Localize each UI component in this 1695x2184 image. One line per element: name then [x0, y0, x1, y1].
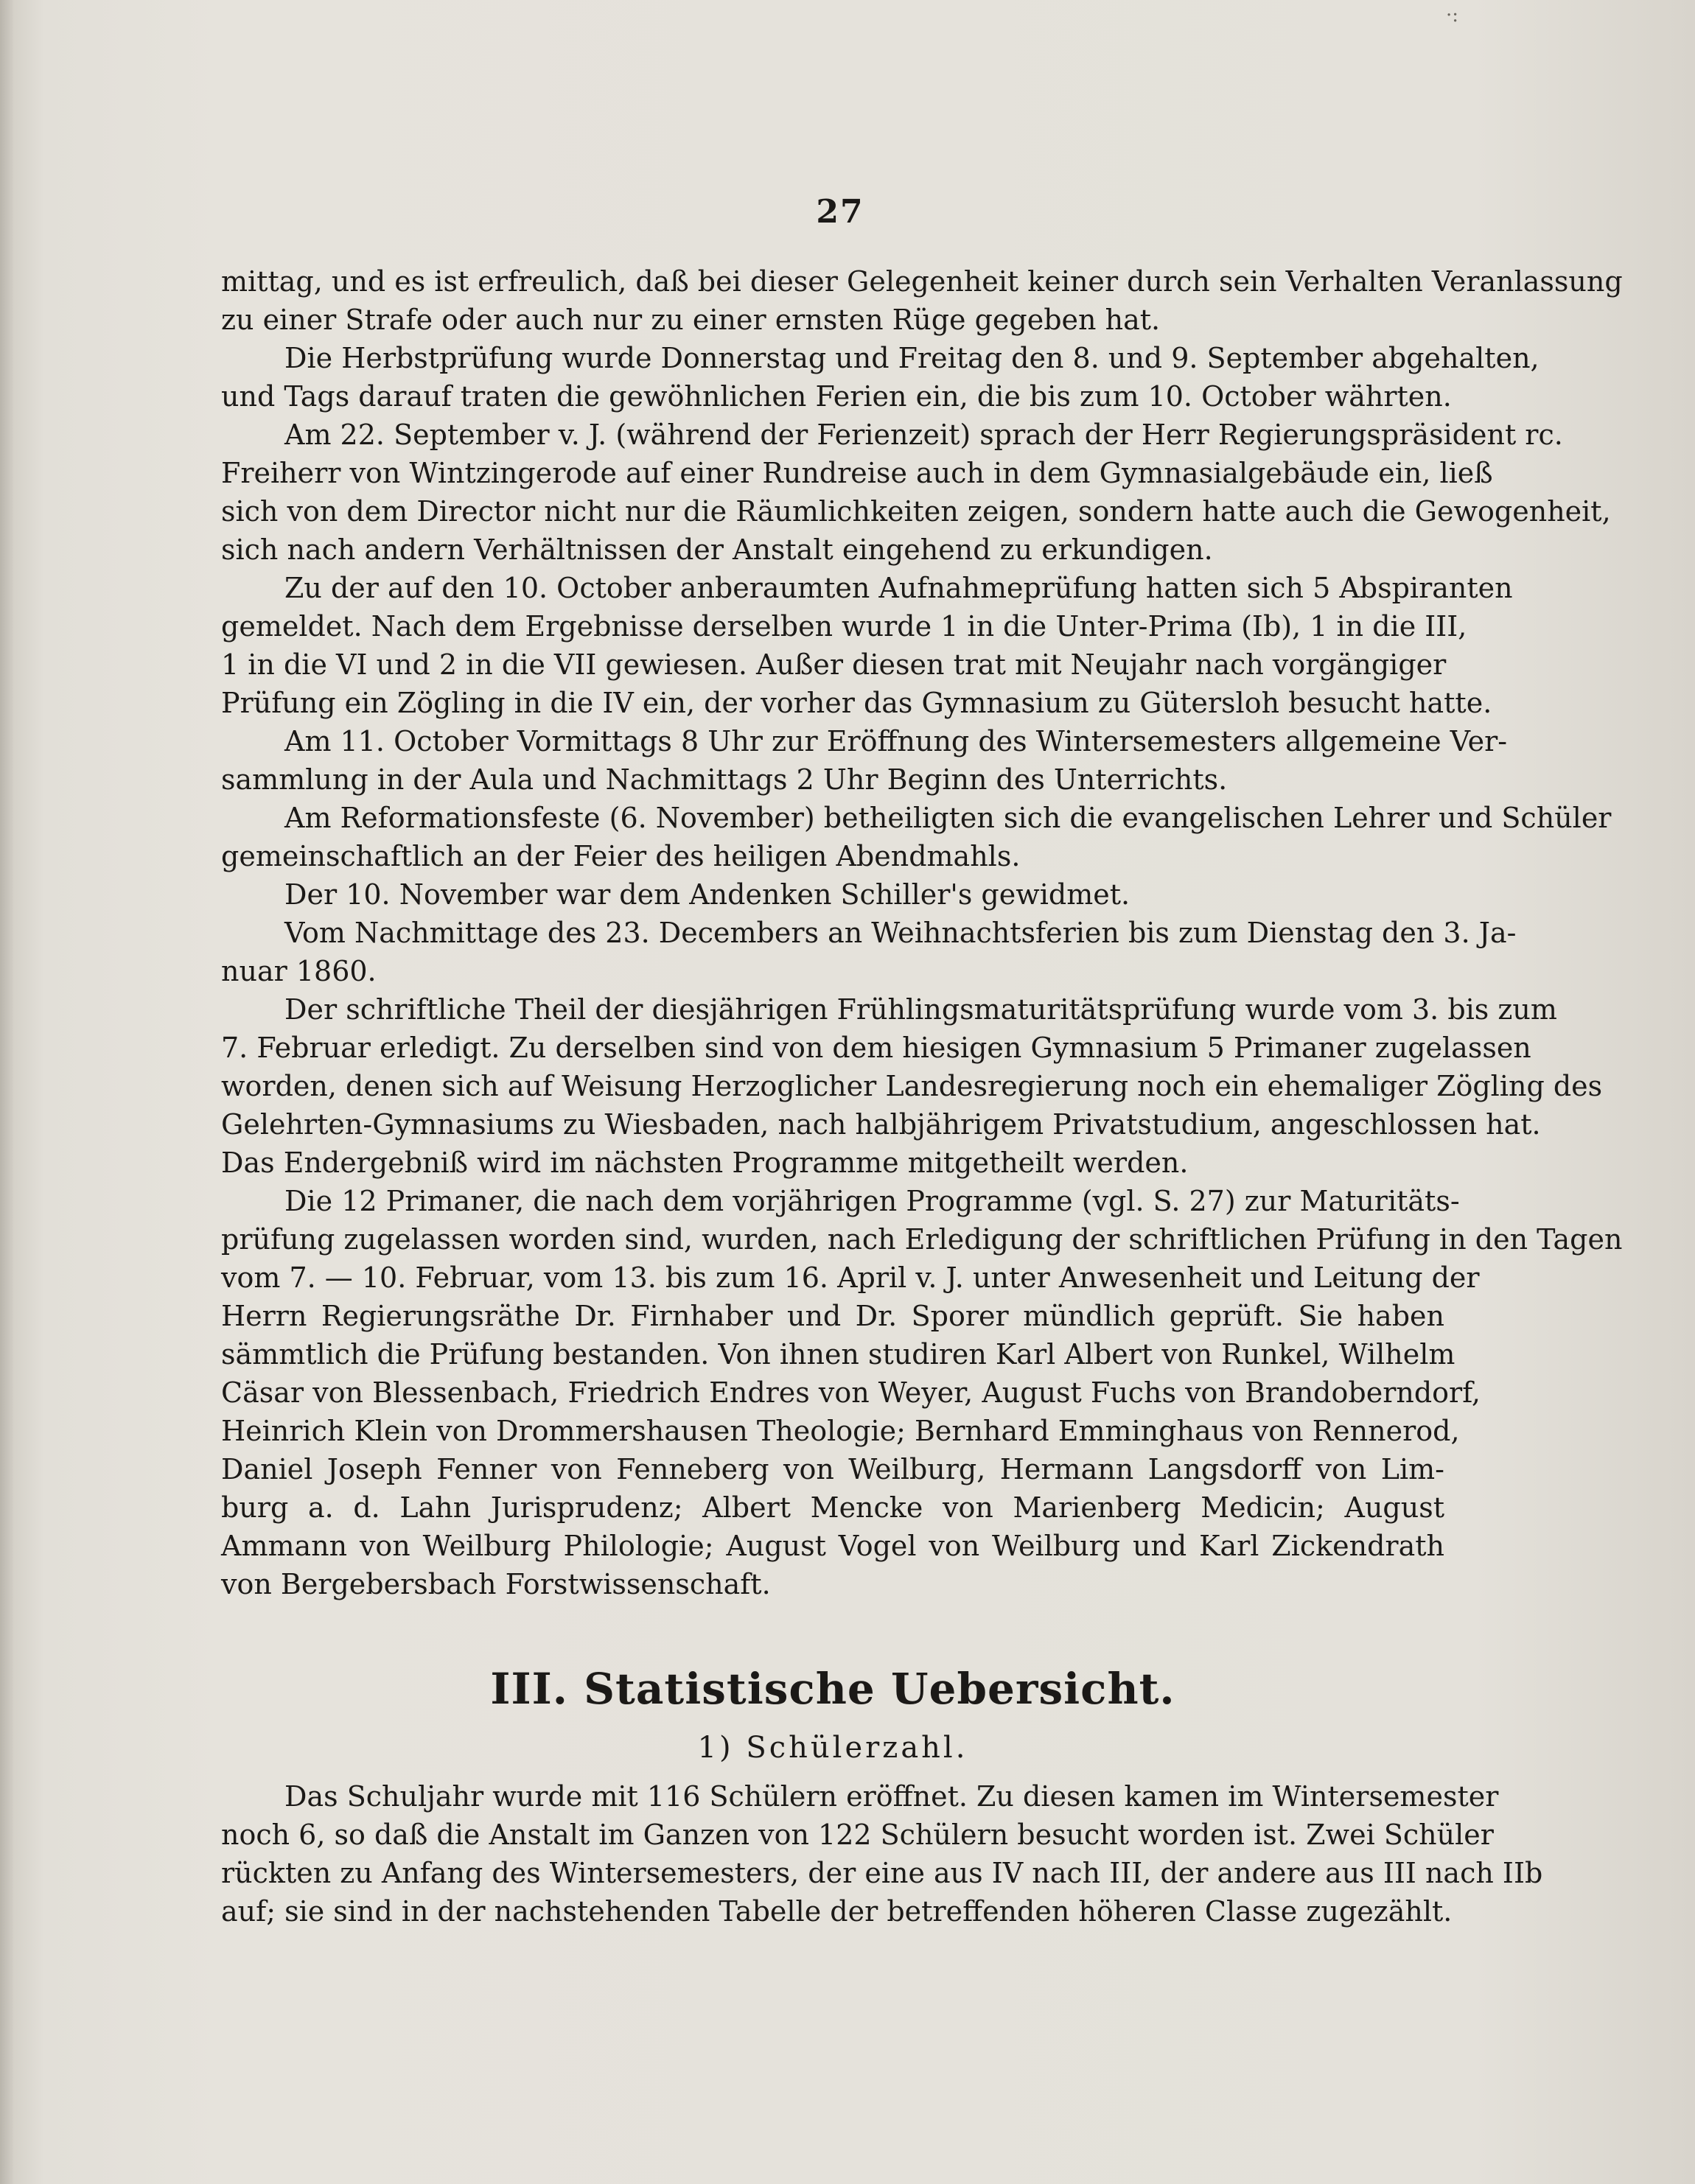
text-line: Daniel Joseph Fenner von Fenneberg von Weilburg, Hermann Langsdorff von Lim- [221, 1453, 1444, 1485]
section-body-text [221, 1777, 1543, 1931]
text-line: von Bergebersbach Forstwissenschaft. [221, 1568, 771, 1600]
text-line: Gelehrten-Gymnasiums zu Wiesbaden, nach halbjährigem Privatstudium, angeschlossen hat. [221, 1108, 1541, 1141]
text-line: Prüfung ein Zögling in die IV ein, der vorher das Gymnasium zu Gütersloh besucht hatte. [221, 687, 1492, 719]
body-text [221, 262, 1623, 1603]
text-line: Der schriftliche Theil der diesjährigen Frühlingsmaturitätsprüfung wurde vom 3. bis zum [284, 993, 1557, 1026]
text-line: nuar 1860. [221, 955, 377, 987]
text-line: Zu der auf den 10. October anberaumten Aufnahmeprüfung hatten sich 5 Abspiranten [284, 572, 1513, 604]
text-line: Der 10. November war dem Andenken Schiller's gewidmet. [284, 878, 1130, 911]
text-line: mittag, und es ist erfreulich, daß bei dieser Gelegenheit keiner durch sein Verhalten Veranlassung [221, 265, 1623, 298]
text-line: 1 in die VI und 2 in die VII gewiesen. Außer diesen trat mit Neujahr nach vorgängiger [221, 648, 1447, 681]
text-line: vom 7. — 10. Februar, vom 13. bis zum 16. April v. J. unter Anwesenheit und Leitung der [221, 1261, 1480, 1294]
text-line: Das Endergebniß wird im nächsten Programme mitgetheilt werden. [221, 1147, 1189, 1179]
text-line: Heinrich Klein von Drommershausen Theologie; Bernhard Emminghaus von Rennerod, [221, 1415, 1460, 1447]
text-line: Ammann von Weilburg Philologie; August Vogel von Weilburg und Karl Zickendrath [221, 1530, 1444, 1562]
text-line: Am Reformationsfeste (6. November) betheiligten sich die evangelischen Lehrer und Schüler [284, 802, 1612, 834]
corner-mark: ·: [1446, 4, 1459, 27]
text-line: Vom Nachmittage des 23. Decembers an Weihnachtsferien bis zum Dienstag den 3. Ja- [284, 917, 1517, 949]
text-line: Herrn Regierungsräthe Dr. Firnhaber und Dr. Sporer mündlich geprüft. Sie haben [221, 1300, 1444, 1332]
section-title: III. Statistische Uebersicht. [490, 1664, 1175, 1714]
text-line: auf; sie sind in der nachstehenden Tabelle der betreffenden höheren Classe zugezählt. [221, 1895, 1453, 1928]
text-line: Die 12 Primaner, die nach dem vorjährigen Programme (vgl. S. 27) zur Maturitäts- [284, 1185, 1460, 1217]
text-line: noch 6, so daß die Anstalt im Ganzen von 122 Schülern besucht worden ist. Zwei Schüler [221, 1819, 1494, 1851]
text-line: sammlung in der Aula und Nachmittags 2 Uhr Beginn des Unterrichts. [221, 763, 1228, 796]
text-line: sich von dem Director nicht nur die Räumlichkeiten zeigen, sondern hatte auch die Gewogenheit, [221, 495, 1611, 528]
text-line: burg a. d. Lahn Jurisprudenz; Albert Mencke von Marienberg Medicin; August [221, 1491, 1444, 1524]
text-line: Die Herbstprüfung wurde Donnerstag und Freitag den 8. und 9. September abgehalten, [284, 342, 1540, 374]
text-line: prüfung zugelassen worden sind, wurden, nach Erledigung der schriftlichen Prüfung in den Tagen [221, 1223, 1623, 1256]
subsection-title: 1) Schülerzahl. [697, 1731, 968, 1765]
text-line: Am 11. October Vormittags 8 Uhr zur Eröffnung des Wintersemesters allgemeine Ver- [284, 725, 1508, 757]
text-line: Cäsar von Blessenbach, Friedrich Endres von Weyer, August Fuchs von Brandoberndorf, [221, 1376, 1481, 1409]
text-line: Freiherr von Wintzingerode auf einer Rundreise auch in dem Gymnasialgebäude ein, ließ [221, 457, 1493, 489]
text-line: und Tags darauf traten die gewöhnlichen Ferien ein, die bis zum 10. October währten. [221, 380, 1452, 413]
text-line: sämmtlich die Prüfung bestanden. Von ihnen studiren Karl Albert von Runkel, Wilhelm [221, 1338, 1455, 1371]
text-line: rückten zu Anfang des Wintersemesters, der eine aus IV nach III, der andere aus III nach IIb [221, 1857, 1543, 1889]
text-line: gemeldet. Nach dem Ergebnisse derselben wurde 1 in die Unter-Prima (Ib), 1 in die III, [221, 610, 1467, 643]
text-line: Das Schuljahr wurde mit 116 Schülern eröffnet. Zu diesen kamen im Wintersemester [284, 1780, 1499, 1813]
text-line: gemeinschaftlich an der Feier des heiligen Abendmahls. [221, 840, 1021, 872]
page-edge-shadow [0, 0, 13, 2184]
text-line: 7. Februar erledigt. Zu derselben sind von dem hiesigen Gymnasium 5 Primaner zugelassen [221, 1032, 1531, 1064]
text-line: zu einer Strafe oder auch nur zu einer ernsten Rüge gegeben hat. [221, 304, 1161, 336]
text-line: Am 22. September v. J. (während der Ferienzeit) sprach der Herr Regierungspräsident rc. [284, 419, 1563, 451]
text-line: sich nach andern Verhältnissen der Anstalt eingehend zu erkundigen. [221, 533, 1213, 566]
page-number: 27 [816, 193, 864, 231]
text-line: worden, denen sich auf Weisung Herzoglicher Landesregierung noch ein ehemaliger Zögling des [221, 1070, 1603, 1102]
